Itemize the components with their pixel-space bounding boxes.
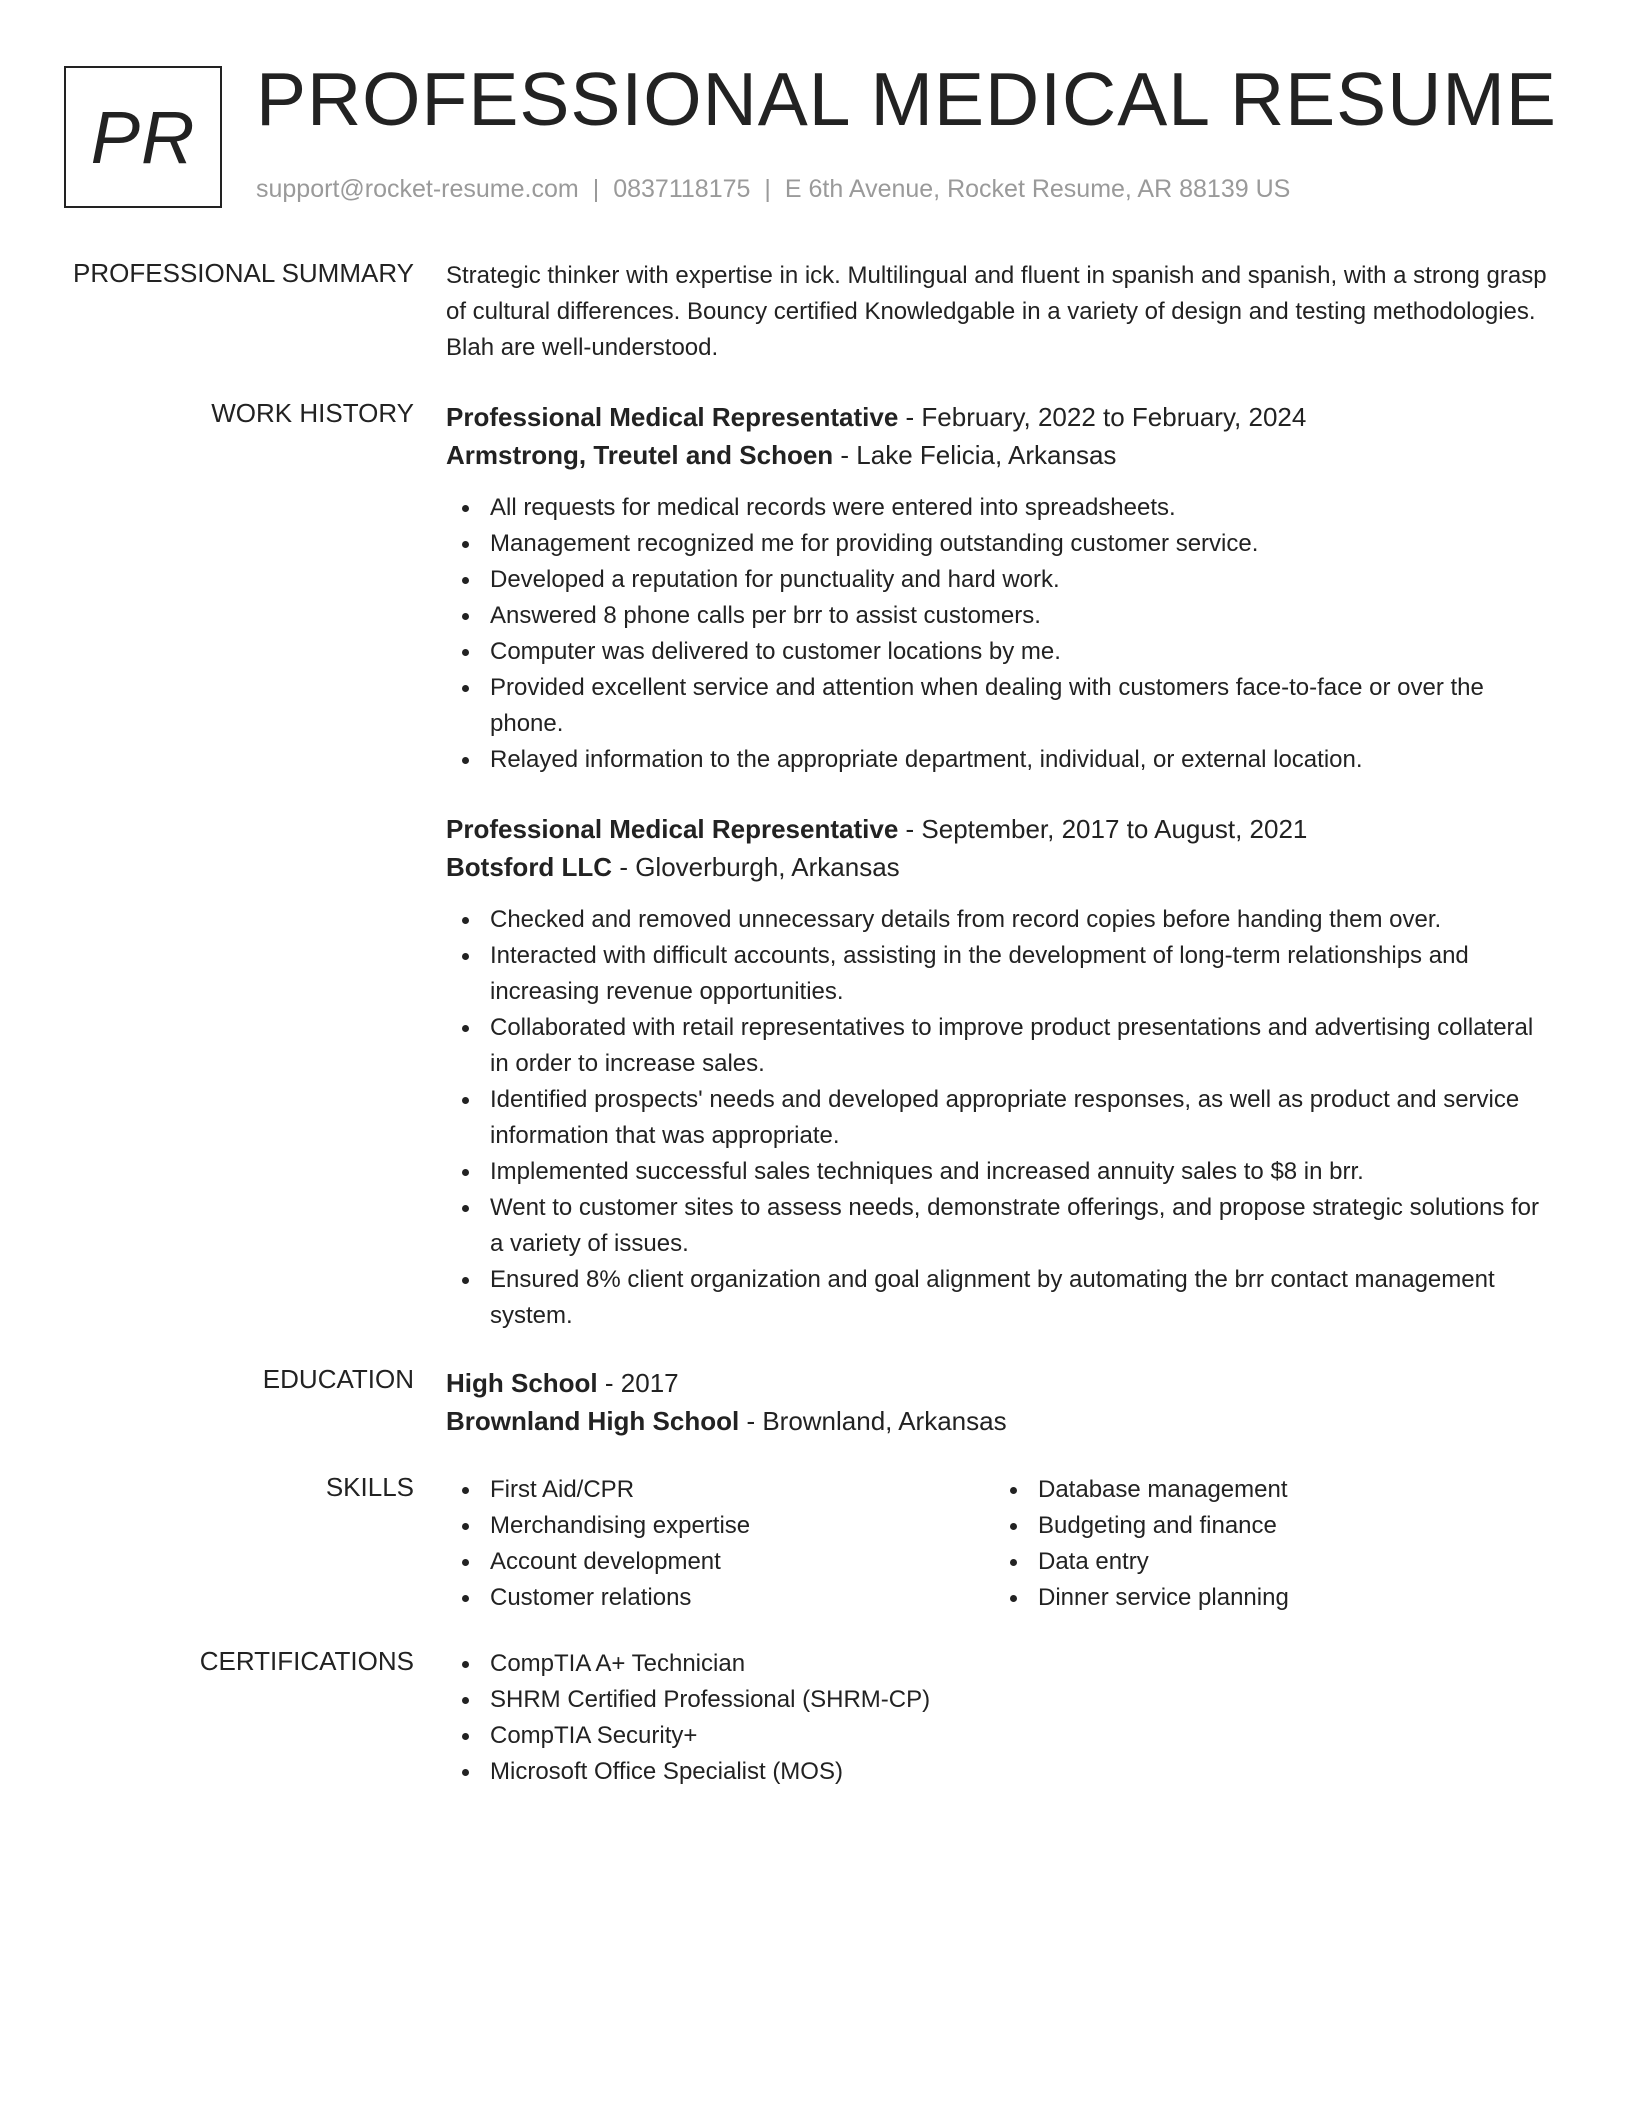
contact-separator: | bbox=[764, 175, 771, 203]
job-title-line bbox=[446, 398, 1556, 436]
monogram-logo bbox=[64, 66, 222, 208]
section-label-education: EDUCATION bbox=[262, 1364, 414, 1394]
job-company-line bbox=[446, 436, 1556, 474]
work-history-content bbox=[446, 398, 1556, 1334]
skills-content bbox=[446, 1472, 1556, 1616]
certification-item: SHRM Certified Professional (SHRM-CP) bbox=[446, 1682, 1556, 1718]
skills-column bbox=[446, 1472, 994, 1616]
job-dates: - September, 2017 to August, 2021 bbox=[898, 814, 1308, 844]
education-year: - 2017 bbox=[597, 1368, 679, 1398]
contact-email[interactable]: support@rocket-resume.com bbox=[256, 175, 579, 203]
skill-item: Data entry bbox=[994, 1544, 1542, 1580]
job-bullet: Went to customer sites to assess needs, demonstrate offerings, and propose strategic solutions for a variety of issues. bbox=[446, 1190, 1556, 1262]
skill-item: Account development bbox=[446, 1544, 994, 1580]
education-school-line bbox=[446, 1402, 1556, 1440]
job-title: Professional Medical Representative bbox=[446, 814, 899, 844]
education-location: - Brownland, Arkansas bbox=[739, 1406, 1007, 1436]
job-bullet: Ensured 8% client organization and goal alignment by automating the brr contact management system. bbox=[446, 1262, 1556, 1334]
job-company-line bbox=[446, 848, 1556, 886]
summary-content bbox=[446, 258, 1556, 366]
contact-address: E 6th Avenue, Rocket Resume, AR 88139 US bbox=[784, 175, 1291, 203]
job-bullet-list bbox=[446, 902, 1556, 1334]
skills-column bbox=[994, 1472, 1542, 1616]
education-school: Brownland High School bbox=[446, 1406, 740, 1436]
education-content bbox=[446, 1364, 1556, 1440]
job-entry bbox=[446, 810, 1556, 1334]
job-bullet: Checked and removed unnecessary details from record copies before handing them over. bbox=[446, 902, 1556, 938]
certification-item: Microsoft Office Specialist (MOS) bbox=[446, 1754, 1556, 1790]
education-degree: High School bbox=[446, 1368, 598, 1398]
skill-item: Dinner service planning bbox=[994, 1580, 1542, 1616]
skill-item: First Aid/CPR bbox=[446, 1472, 994, 1508]
job-bullet: Developed a reputation for punctuality and hard work. bbox=[446, 562, 1556, 598]
job-bullet: Identified prospects' needs and developed appropriate responses, as well as product and service information that was appropriate. bbox=[446, 1082, 1556, 1154]
job-bullet: Relayed information to the appropriate department, individual, or external location. bbox=[446, 742, 1556, 778]
job-bullet: Answered 8 phone calls per brr to assist customers. bbox=[446, 598, 1556, 634]
certification-item: CompTIA A+ Technician bbox=[446, 1646, 1556, 1682]
section-label-skills: SKILLS bbox=[325, 1472, 414, 1502]
job-bullet-list bbox=[446, 490, 1556, 778]
section-label-work-history: WORK HISTORY bbox=[211, 398, 414, 428]
job-bullet: Management recognized me for providing outstanding customer service. bbox=[446, 526, 1556, 562]
certification-item: CompTIA Security+ bbox=[446, 1718, 1556, 1754]
job-bullet: All requests for medical records were entered into spreadsheets. bbox=[446, 490, 1556, 526]
skill-item: Database management bbox=[994, 1472, 1542, 1508]
job-company: Botsford LLC bbox=[446, 852, 613, 882]
summary-text: Strategic thinker with expertise in ick. Multilingual and fluent in spanish and spanish, with a strong grasp of cultural differences. Bouncy certified Knowledgable in a variety of design and testing methodologies. Blah are well-understood. bbox=[446, 262, 1547, 361]
job-bullet: Implemented successful sales techniques and increased annuity sales to $8 in brr. bbox=[446, 1154, 1556, 1190]
certifications-content bbox=[446, 1646, 1556, 1790]
job-title: Professional Medical Representative bbox=[446, 402, 899, 432]
job-bullet: Interacted with difficult accounts, assisting in the development of long-term relationships and increasing revenue opportunities. bbox=[446, 938, 1556, 1010]
job-title-line bbox=[446, 810, 1556, 848]
job-entry bbox=[446, 398, 1556, 778]
contact-line bbox=[256, 175, 1290, 204]
contact-phone[interactable]: 0837118175 bbox=[613, 175, 751, 203]
job-location: - Gloverburgh, Arkansas bbox=[612, 852, 900, 882]
section-label-summary: PROFESSIONAL SUMMARY bbox=[73, 258, 414, 288]
education-degree-line bbox=[446, 1364, 1556, 1402]
certifications-list bbox=[446, 1646, 1556, 1790]
job-location: - Lake Felicia, Arkansas bbox=[833, 440, 1117, 470]
job-dates: - February, 2022 to February, 2024 bbox=[898, 402, 1307, 432]
job-company: Armstrong, Treutel and Schoen bbox=[446, 440, 834, 470]
contact-separator: | bbox=[592, 175, 600, 203]
job-bullet: Provided excellent service and attention when dealing with customers face-to-face or over the phone. bbox=[446, 670, 1556, 742]
monogram-initials: PR bbox=[90, 95, 196, 179]
skill-item: Merchandising expertise bbox=[446, 1508, 994, 1544]
section-label-certifications: CERTIFICATIONS bbox=[199, 1646, 414, 1676]
skill-item: Customer relations bbox=[446, 1580, 994, 1616]
job-bullet: Collaborated with retail representatives to improve product presentations and advertising collateral in order to increase sales. bbox=[446, 1010, 1556, 1082]
job-bullet: Computer was delivered to customer locations by me. bbox=[446, 634, 1556, 670]
resume-title: PROFESSIONAL MEDICAL RESUME bbox=[256, 57, 1557, 141]
skill-item: Budgeting and finance bbox=[994, 1508, 1542, 1544]
